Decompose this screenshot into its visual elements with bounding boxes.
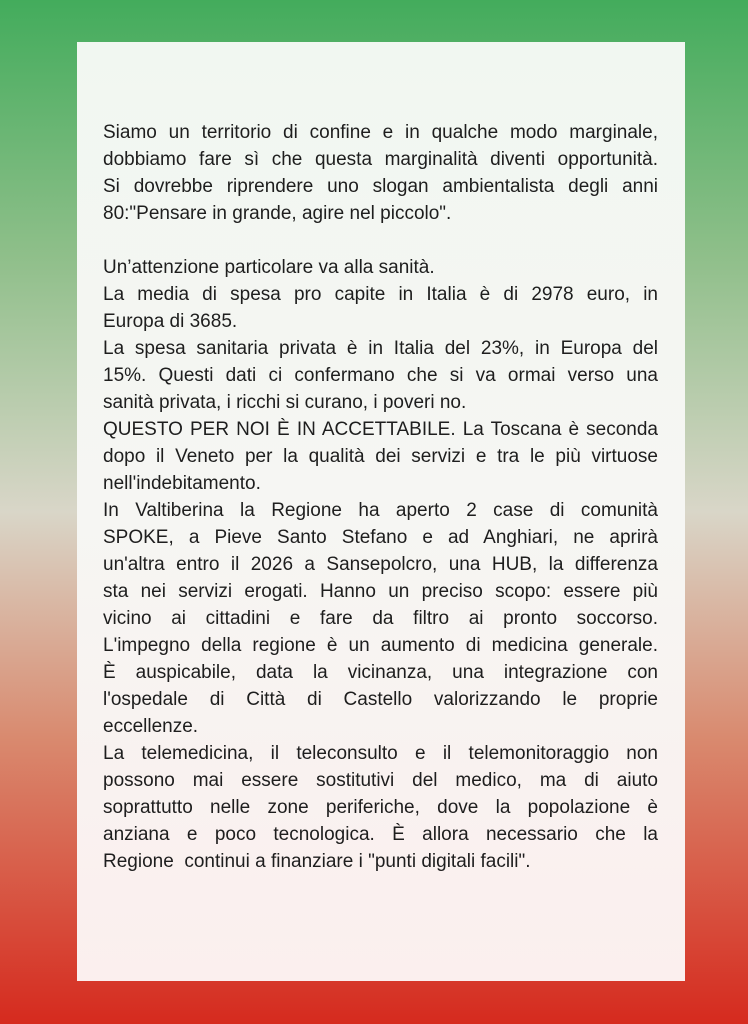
text-line: 80:"Pensare in grande, agire nel piccolo". (103, 203, 452, 224)
text-line: un'altra entro il 2026 a Sansepolcro, una HUB, la differenza (103, 554, 658, 575)
text-line: L'impegno della regione è un aumento di medicina generale. (103, 635, 658, 656)
text-line: SPOKE, a Pieve Santo Stefano e ad Anghiari, ne aprirà (103, 527, 658, 548)
text-line: l'ospedale di Città di Castello valorizzando le proprie (103, 689, 658, 710)
paragraph-spacer (103, 227, 658, 254)
document-card (77, 42, 685, 981)
text-line: soprattutto nelle zone periferiche, dove la popolazione è (103, 797, 658, 818)
text-line: sta nei servizi erogati. Hanno un preciso scopo: essere più (103, 581, 658, 602)
text-line: La spesa sanitaria privata è in Italia del 23%, in Europa del (103, 338, 658, 359)
text-line: sanità privata, i ricchi si curano, i poveri no. (103, 392, 467, 413)
text-line: È auspicabile, data la vicinanza, una integrazione con (103, 662, 658, 683)
text-line: Europa di 3685. (103, 311, 238, 332)
text-line: Regione continui a finanziare i "punti digitali facili". (103, 851, 531, 872)
text-line: eccellenze. (103, 716, 199, 737)
text-line: dopo il Veneto per la qualità dei servizi e tra le più virtuose (103, 446, 658, 467)
paragraph (103, 254, 658, 875)
text-line: anziana e poco tecnologica. È allora necessario che la (103, 824, 658, 845)
text-line: 15%. Questi dati ci confermano che si va ormai verso una (103, 365, 658, 386)
text-line: QUESTO PER NOI È IN ACCETTABILE. La Toscana è seconda (103, 419, 658, 440)
text-line: In Valtiberina la Regione ha aperto 2 case di comunità (103, 500, 658, 521)
text-line: vicino ai cittadini e fare da filtro ai pronto soccorso. (103, 608, 658, 629)
text-line: nell'indebitamento. (103, 473, 261, 494)
text-line: Un’attenzione particolare va alla sanità. (103, 257, 435, 278)
text-line: Si dovrebbe riprendere uno slogan ambientalista degli anni (103, 176, 658, 197)
text-line: La telemedicina, il teleconsulto e il telemonitoraggio non (103, 743, 658, 764)
text-line: dobbiamo fare sì che questa marginalità diventi opportunità. (103, 149, 658, 170)
text-line: Siamo un territorio di confine e in qualche modo marginale, (103, 122, 658, 143)
paragraph (103, 119, 658, 227)
text-line: La media di spesa pro capite in Italia è di 2978 euro, in (103, 284, 658, 305)
document-text (103, 119, 658, 875)
text-line: possono mai essere sostitutivi del medico, ma di aiuto (103, 770, 658, 791)
